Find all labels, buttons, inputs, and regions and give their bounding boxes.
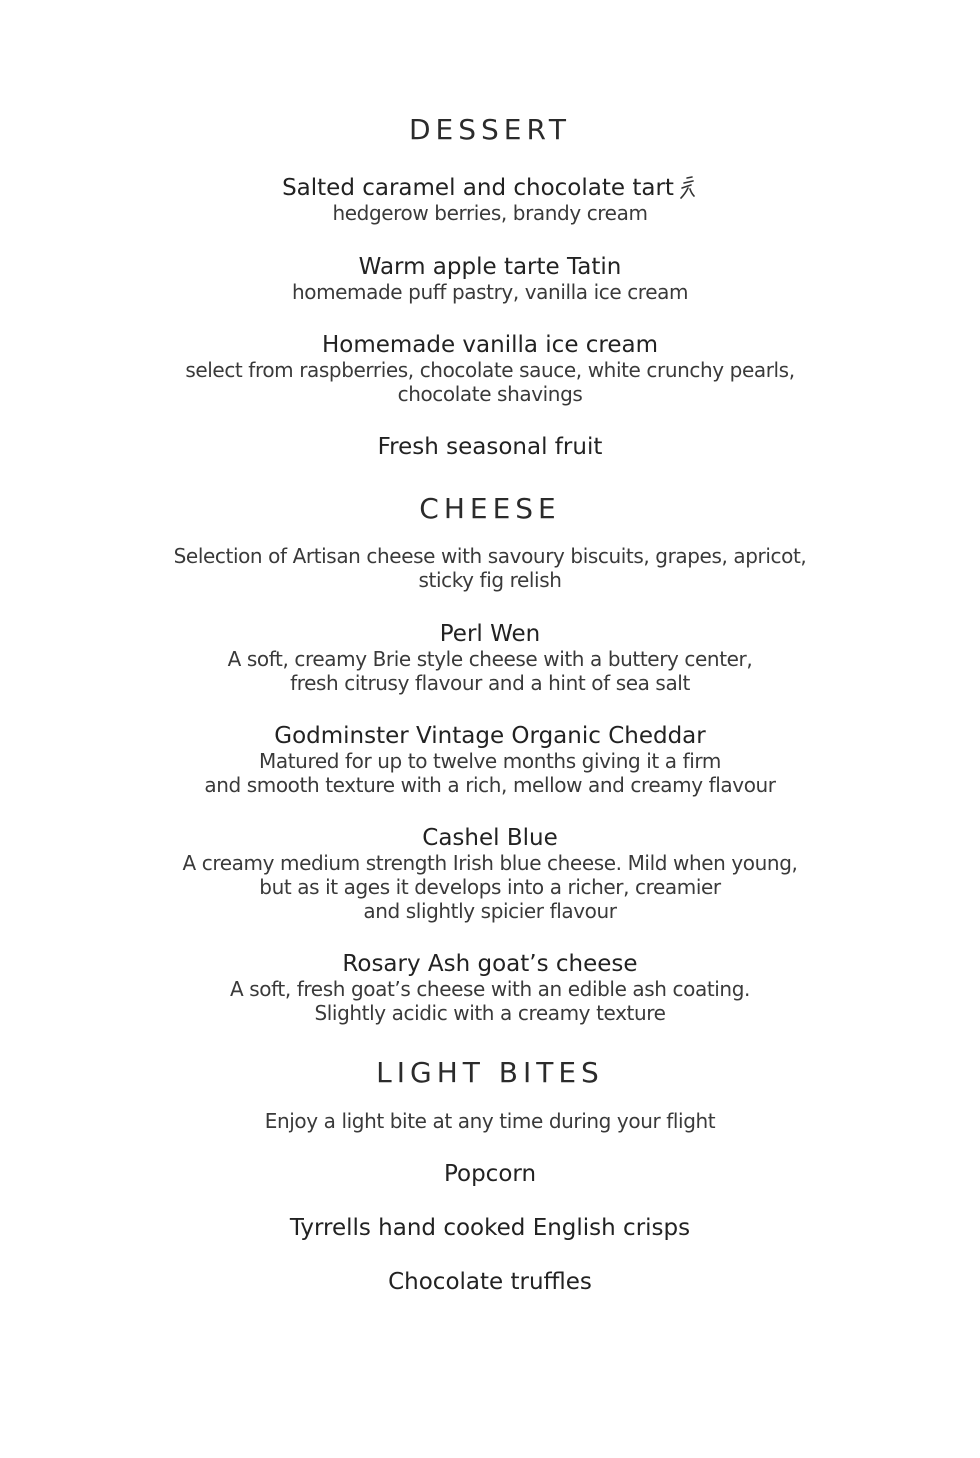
item-description: and slightly spicier flavour xyxy=(363,899,617,923)
item-description: A soft, fresh goat’s cheese with an edible ash coating. xyxy=(230,977,750,1001)
light-bites-intro xyxy=(0,1109,980,1133)
item-name: Warm apple tarte Tatin xyxy=(358,254,622,280)
item-name: Fresh seasonal fruit xyxy=(377,434,603,460)
dessert-item-apple-tarte-tatin xyxy=(0,254,980,304)
dessert-item-seasonal-fruit xyxy=(0,434,980,460)
item-description: chocolate shavings xyxy=(397,382,583,406)
light-bites-item-truffles xyxy=(0,1269,980,1295)
dessert-item-vanilla-ice-cream xyxy=(0,332,980,406)
item-name: Tyrrells hand cooked English crisps xyxy=(289,1215,691,1241)
item-description: fresh citrusy flavour and a hint of sea salt xyxy=(290,671,690,695)
cheese-item-cashel-blue xyxy=(0,825,980,923)
intro-text: Selection of Artisan cheese with savoury biscuits, grapes, apricot, xyxy=(173,544,807,568)
item-description: Slightly acidic with a creamy texture xyxy=(314,1001,666,1025)
cheese-heading: CHEESE xyxy=(419,492,561,525)
vegetarian-mark-icon xyxy=(678,175,698,201)
item-description: but as it ages it develops into a richer, creamier xyxy=(259,875,721,899)
item-name: Godminster Vintage Organic Cheddar xyxy=(274,723,706,749)
intro-text: sticky fig relish xyxy=(418,568,562,592)
item-name: Rosary Ash goat’s cheese xyxy=(342,951,638,977)
dessert-heading: DESSERT xyxy=(408,113,571,146)
cheese-intro xyxy=(0,544,980,592)
light-bites-heading: LIGHT BITES xyxy=(376,1056,604,1089)
item-description: A soft, creamy Brie style cheese with a buttery center, xyxy=(227,647,753,671)
item-name: Homemade vanilla ice cream xyxy=(321,332,659,358)
item-name: Popcorn xyxy=(443,1161,537,1187)
dessert-item-salted-caramel-tart xyxy=(0,175,980,225)
item-name: Salted caramel and chocolate tart xyxy=(282,175,674,201)
cheese-item-godminster-cheddar xyxy=(0,723,980,797)
cheese-item-rosary-ash xyxy=(0,951,980,1025)
intro-text: Enjoy a light bite at any time during your flight xyxy=(264,1109,716,1133)
item-description: hedgerow berries, brandy cream xyxy=(332,201,648,225)
item-name: Perl Wen xyxy=(439,621,541,647)
item-description: Matured for up to twelve months giving it a firm xyxy=(259,749,721,773)
item-name: Cashel Blue xyxy=(422,825,558,851)
item-description: and smooth texture with a rich, mellow and creamy flavour xyxy=(204,773,776,797)
light-bites-item-popcorn xyxy=(0,1161,980,1187)
item-description: select from raspberries, chocolate sauce, white crunchy pearls, xyxy=(185,358,795,382)
cheese-item-perl-wen xyxy=(0,621,980,695)
item-description: A creamy medium strength Irish blue cheese. Mild when young, xyxy=(182,851,798,875)
item-name: Chocolate truffles xyxy=(388,1269,592,1295)
light-bites-item-crisps xyxy=(0,1215,980,1241)
item-description: homemade puff pastry, vanilla ice cream xyxy=(291,280,689,304)
